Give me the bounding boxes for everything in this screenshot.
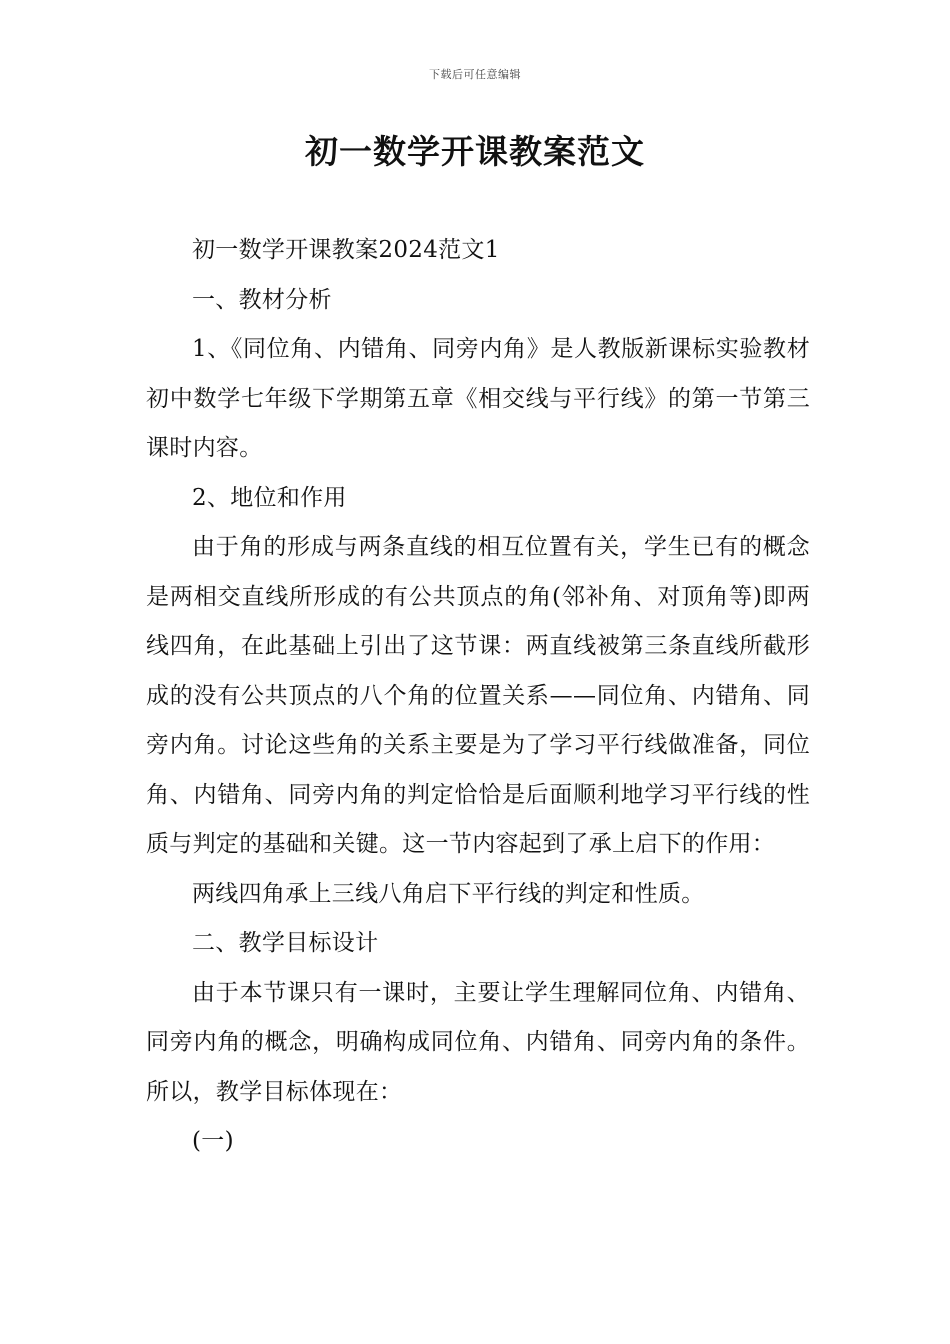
- heading-teaching-goals: 二、教学目标设计: [192, 930, 379, 956]
- document-title: 初一数学开课教案范文: [305, 132, 645, 171]
- paragraph-summary-line: 两线四角承上三线八角启下平行线的判定和性质。: [192, 880, 705, 907]
- paragraph-textbook-content: 1、《同位角、内错角、同旁内角》是人教版新课标实验教材初中数学七年级下学期第五章《相交线与平行线》的第一节第三课时内容。: [146, 336, 810, 461]
- paragraph-teaching-goals: 由于本节课只有一课时，主要让学生理解同位角、内错角、同旁内角的概念，明确构成同位角、内错角、同旁内角的条件。所以，教学目标体现在：: [146, 979, 810, 1105]
- document-body: [146, 226, 810, 1167]
- paragraph-position-and-role: 由于角的形成与两条直线的相互位置有关，学生已有的概念是两相交直线所形成的有公共顶点的角(邻补角、对顶角等)即两线四角，在此基础上引出了这节课：两直线被第三条直线所截形成的没有公共顶点的八个角的位置关系——同位角、内错角、同旁内角。讨论这些角的关系主要是为了学习平行线做准备，同位角、内错角、同旁内角的判定恰恰是后面顺利地学习平行线的性质与判定的基础和关键。这一节内容起到了承上启下的作用：: [146, 534, 810, 857]
- header-note: 下载后可任意编辑: [429, 68, 521, 81]
- heading-goal-one: (一): [192, 1128, 234, 1154]
- paragraph-subtitle: 初一数学开课教案2024范文1: [192, 237, 500, 263]
- heading-textbook-analysis: 一、教材分析: [192, 286, 332, 313]
- heading-position-and-role: 2、地位和作用: [192, 484, 347, 511]
